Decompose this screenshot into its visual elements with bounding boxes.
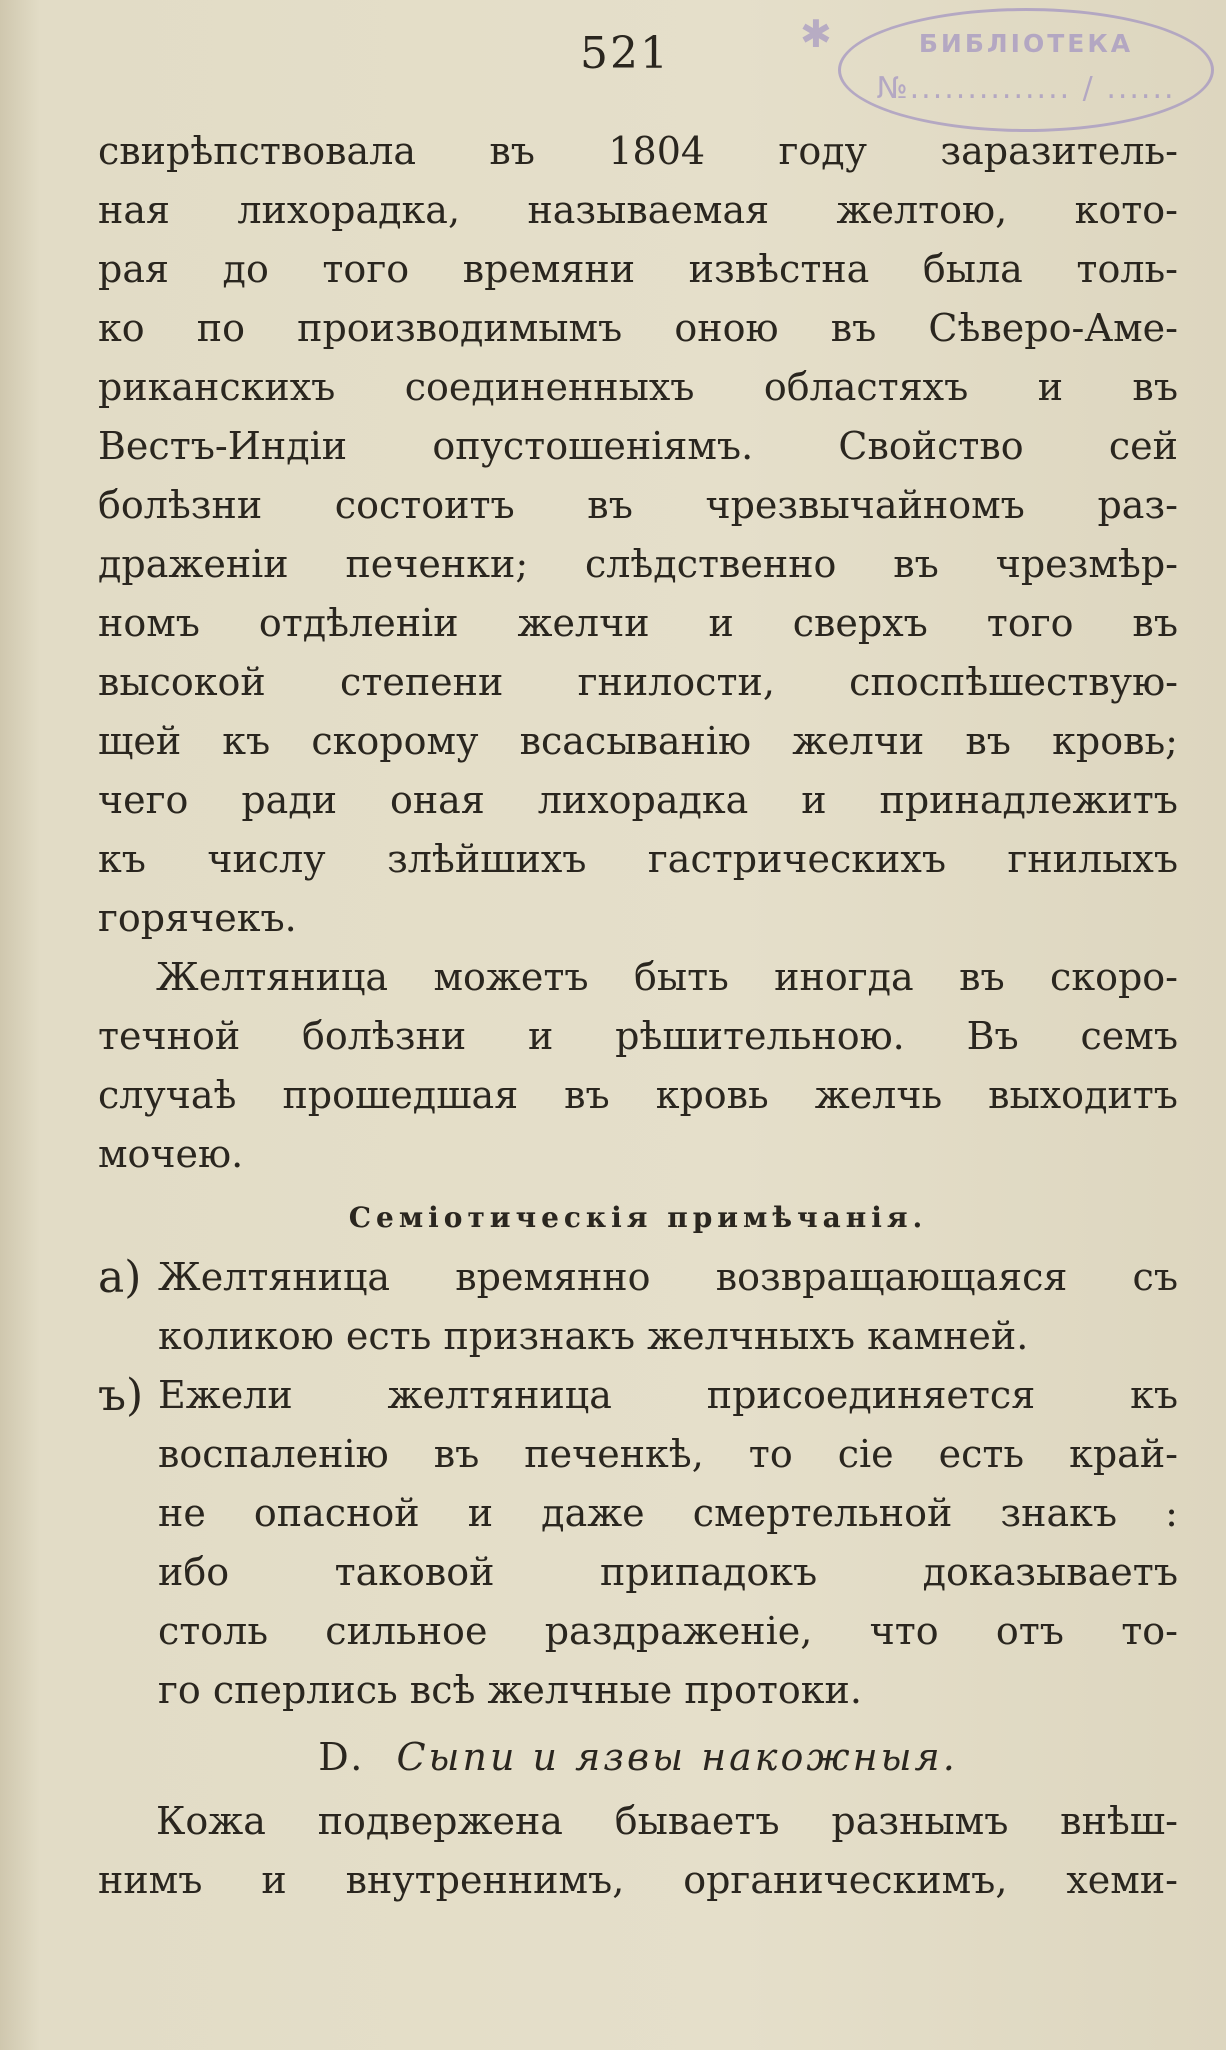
- section-title-text: Сыпи и язвы накожныя.: [396, 1735, 958, 1779]
- paragraph-1: [98, 122, 1178, 948]
- stamp-number: №.............. / ......: [876, 71, 1176, 106]
- text-line: ибо таковой припадокъ доказываетъ: [158, 1550, 1178, 1594]
- item-text: Желтяница времянно возвращающаяся съ: [158, 1255, 1178, 1299]
- text-line: течной болѣзни и рѣшительною. Въ семъ: [98, 1014, 1178, 1058]
- text-line: Вестъ-Индiи опустошенiямъ. Свойство сей: [98, 424, 1178, 468]
- text-line: свирѣпствовала въ 1804 году заразитель-: [98, 129, 1178, 173]
- text-line: столь сильное раздраженiе, что отъ то-: [158, 1609, 1178, 1653]
- library-stamp: [838, 8, 1214, 132]
- semiotic-notes-heading: Семiотическiя примѣчанiя.: [348, 1201, 928, 1234]
- section-letter: D.: [318, 1735, 366, 1779]
- text-line: [98, 1248, 1178, 1307]
- text-line: мочею.: [98, 1132, 244, 1176]
- note-item-a: [98, 1248, 1178, 1366]
- note-item-b: [98, 1366, 1178, 1720]
- text-line: риканскихъ соединенныхъ областяхъ и въ: [98, 365, 1178, 409]
- text-line: не опасной и даже смертельной знакъ :: [158, 1491, 1178, 1535]
- text-line: чего ради оная лихорадка и принадлежитъ: [98, 778, 1178, 822]
- text-line: драженiи печенки; слѣдственно въ чрезмѣр-: [98, 542, 1178, 586]
- text-line: щей къ скорому всасыванiю желчи въ кровь;: [98, 719, 1178, 763]
- text-line: болѣзни состоитъ въ чрезвычайномъ раз-: [98, 483, 1178, 527]
- text-line: номъ отдѣленiи желчи и сверхъ того въ: [98, 601, 1178, 645]
- section-title: [98, 1722, 1178, 1792]
- text-line: нимъ и внутреннимъ, органическимъ, хеми-: [98, 1858, 1178, 1902]
- item-marker: ъ): [98, 1370, 144, 1421]
- text-line: ко по производимымъ оною въ Сѣверо-Аме-: [98, 306, 1178, 350]
- text-line: высокой степени гнилости, споспѣшествую-: [98, 660, 1178, 704]
- text-line: го сперлись всѣ желчные протоки.: [158, 1668, 862, 1712]
- text-line: Кожа подвержена бываетъ разнымъ внѣш-: [156, 1799, 1178, 1843]
- stamp-title: БИБЛIОТЕКА: [918, 29, 1134, 58]
- page-number: 521: [580, 28, 670, 79]
- text-line: ная лихорадка, называемая желтою, кото-: [98, 188, 1178, 232]
- stamp-star-icon: ✱: [800, 12, 832, 56]
- paragraph-3: [98, 1792, 1178, 1910]
- item-text: Ежели желтяница присоединяется къ: [158, 1373, 1178, 1417]
- page-text: [98, 122, 1178, 1910]
- text-line: [98, 1366, 1178, 1425]
- text-line: коликою есть признакъ желчныхъ камней.: [158, 1314, 1029, 1358]
- text-line: рая до того времяни извѣстна была толь-: [98, 247, 1178, 291]
- text-line: горячекъ.: [98, 896, 297, 940]
- text-line: къ числу злѣйшихъ гастрическихъ гнилыхъ: [98, 837, 1178, 881]
- paragraph-2: [98, 948, 1178, 1184]
- text-line: случаѣ прошедшая въ кровь желчь выходитъ: [98, 1073, 1178, 1117]
- text-line: воспаленiю въ печенкѣ, то сiе есть край-: [158, 1432, 1178, 1476]
- item-marker: а): [98, 1252, 142, 1303]
- text-line: Желтяница можетъ быть иногда въ скоро-: [156, 955, 1178, 999]
